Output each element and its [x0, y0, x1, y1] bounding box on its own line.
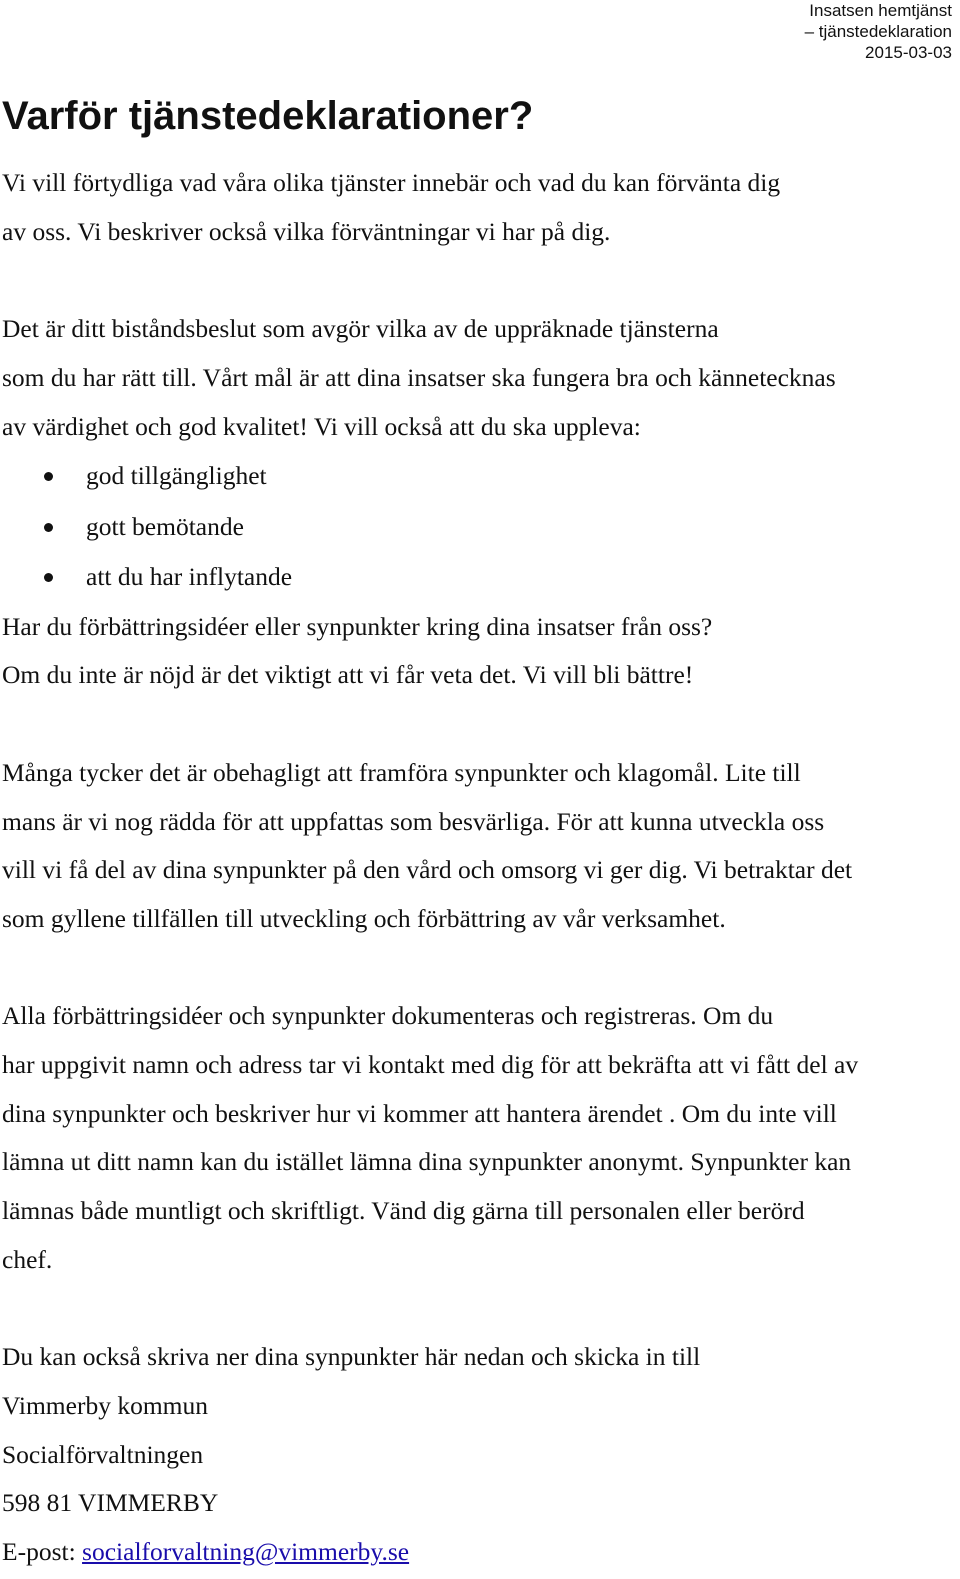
registration-line: lämnas både muntligt och skriftligt. Vänd dig gärna till personalen eller berörd — [2, 1196, 805, 1226]
complaints-line: som gyllene tillfällen till utveckling och förbättring av vår verksamhet. — [2, 903, 726, 933]
list-item: att du har inflytande — [2, 552, 958, 603]
paragraph-gap — [2, 1285, 958, 1334]
paragraph-gap — [2, 700, 958, 749]
decision-line: av värdighet och god kvalitet! Vi vill också att du ska uppleva: — [2, 411, 641, 441]
registration-line: Alla förbättringsidéer och synpunkter dokumenteras och registreras. Om du — [2, 1001, 774, 1031]
paragraph-gap — [2, 256, 958, 305]
feedback-line: Om du inte är nöjd är det viktigt att vi får veta det. Vi vill bli bättre! — [2, 660, 694, 690]
list-item: god tillgänglighet — [2, 451, 958, 502]
feedback-line: Har du förbättringsidéer eller synpunkter kring dina insatser från oss? — [2, 611, 713, 641]
complaints-line: vill vi få del av dina synpunkter på den vård och omsorg vi ger dig. Vi betraktar det — [2, 855, 853, 885]
intro-line: Vi vill förtydliga vad våra olika tjänster innebär och vad du kan förvänta dig — [2, 168, 781, 197]
complaints-line: Många tycker det är obehagligt att framföra synpunkter och klagomål. Lite till — [2, 757, 801, 787]
document-header — [805, 0, 952, 63]
header-date: 2015-03-03 — [865, 43, 952, 62]
contact-org: Vimmerby kommun — [2, 1390, 208, 1420]
header-service: Insatsen hemtjänst — [809, 1, 952, 20]
registration-line: lämna ut ditt namn kan du istället lämna dina synpunkter anonymt. Synpunkter kan — [2, 1147, 852, 1177]
registration-line: chef. — [2, 1244, 53, 1274]
contact-intro: Du kan också skriva ner dina synpunkter här nedan och skicka in till — [2, 1342, 701, 1372]
list-item: gott bemötande — [2, 502, 958, 553]
decision-line: som du har rätt till. Vårt mål är att dina insatser ska fungera bra och kännetecknas — [2, 362, 836, 392]
complaints-line: mans är vi nog rädda för att uppfattas som besvärliga. För att kunna utveckla oss — [2, 806, 825, 836]
intro-line: av oss. Vi beskriver också vilka förväntningar vi har på dig. — [2, 216, 611, 246]
document-body — [2, 159, 958, 1577]
bullet-icon — [44, 472, 53, 481]
header-doc-type: – tjänstedeklaration — [804, 22, 952, 41]
expectation-list — [2, 451, 958, 603]
contact-email-line — [2, 1528, 958, 1577]
contact-dept: Socialförvaltningen — [2, 1439, 204, 1469]
page-title: Varför tjänstedeklarationer? — [2, 94, 534, 138]
bullet-icon — [44, 573, 53, 582]
bullet-icon — [44, 523, 53, 532]
decision-line: Det är ditt biståndsbeslut som avgör vilka av de uppräknade tjänsterna — [2, 314, 719, 344]
contact-postal: 598 81 VIMMERBY — [2, 1488, 219, 1518]
paragraph-gap — [2, 944, 958, 993]
email-label: E-post: — [2, 1537, 76, 1567]
email-link[interactable]: socialforvaltning@vimmerby.se — [82, 1537, 410, 1567]
registration-line: har uppgivit namn och adress tar vi kontakt med dig för att bekräfta att vi fått del av — [2, 1050, 859, 1079]
registration-line: dina synpunkter och beskriver hur vi kommer att hantera ärendet . Om du inte vill — [2, 1098, 837, 1128]
